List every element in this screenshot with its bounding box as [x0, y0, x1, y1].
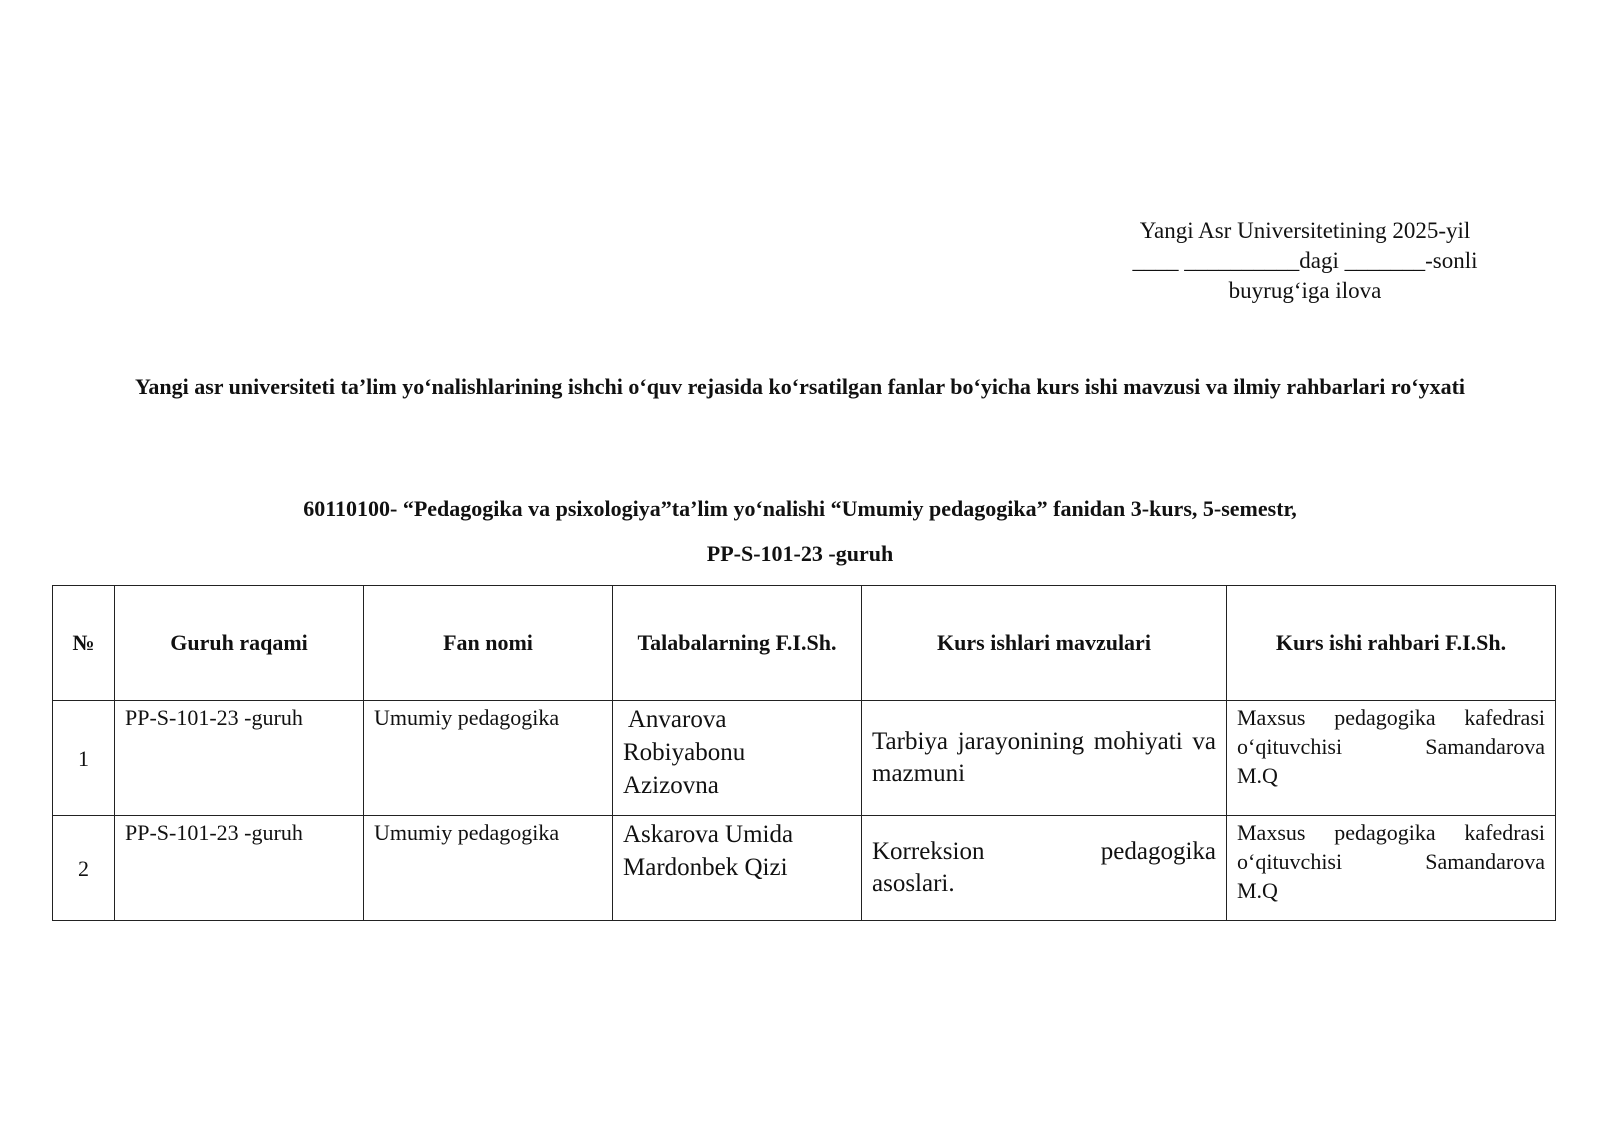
supervisor-word: o‘qituvchisi	[1237, 734, 1343, 759]
student-cell	[613, 701, 862, 816]
row-number: 2	[53, 816, 115, 921]
student-name-line: Azizovna	[623, 772, 719, 799]
row-number: 1	[53, 701, 115, 816]
approval-line-3: buyrug‘iga ilova	[1228, 278, 1382, 303]
header-subject: Fan nomi	[364, 586, 613, 701]
document-subtitle: 60110100- “Pedagogika va psixologiya”ta’lim yo‘nalishi “Umumiy pedagogika” fanidan 3-kurs, 5-semestr,	[303, 496, 1297, 521]
table-row	[53, 701, 1556, 816]
student-name-line: Askarova Umida	[623, 821, 794, 848]
header-num: №	[53, 586, 115, 701]
approval-line-2: ____ __________dagi _______-sonli	[1132, 248, 1478, 273]
supervisor-cell	[1227, 816, 1556, 921]
group-cell: PP-S-101-23 -guruh	[115, 816, 364, 921]
topic-line	[872, 836, 1216, 868]
group-title: PP-S-101-23 -guruh	[706, 541, 894, 566]
course-work-table	[52, 585, 1556, 921]
approval-note	[1110, 216, 1500, 306]
header-topic: Kurs ishlari mavzulari	[862, 586, 1227, 701]
group-cell: PP-S-101-23 -guruh	[115, 701, 364, 816]
supervisor-line: M.Q	[1237, 878, 1278, 903]
topic-line: asoslari.	[872, 870, 955, 897]
student-name-line: Anvarova	[623, 706, 727, 733]
supervisor-word: Samandarova	[1425, 734, 1545, 759]
header-group: Guruh raqami	[115, 586, 364, 701]
document-title: Yangi asr universiteti ta’lim yo‘nalishlarining ishchi o‘quv rejasida ko‘rsatilgan fanlar bo‘yicha kurs ishi mavzusi va ilmiy rahbarlari ro‘yxati	[134, 374, 1466, 399]
supervisor-word: o‘qituvchisi	[1237, 849, 1343, 874]
supervisor-line: Maxsus pedagogika kafedrasi	[1237, 820, 1545, 845]
table-row	[53, 816, 1556, 921]
supervisor-line: M.Q	[1237, 763, 1278, 788]
topic-cell: Tarbiya jarayonining mohiyati va mazmuni	[862, 701, 1227, 816]
supervisor-word: Samandarova	[1425, 849, 1545, 874]
topic-cell	[862, 816, 1227, 921]
header-supervisor: Kurs ishi rahbari F.I.Sh.	[1227, 586, 1556, 701]
header-student: Talabalarning F.I.Sh.	[613, 586, 862, 701]
supervisor-line: Maxsus pedagogika kafedrasi	[1237, 705, 1545, 730]
student-cell	[613, 816, 862, 921]
supervisor-line	[1237, 847, 1545, 876]
student-name-line: Mardonbek Qizi	[623, 854, 788, 881]
supervisor-cell	[1227, 701, 1556, 816]
subject-cell: Umumiy pedagogika	[364, 701, 613, 816]
student-name-line: Robiyabonu	[623, 739, 746, 766]
approval-line-1: Yangi Asr Universitetining 2025-yil	[1139, 218, 1471, 243]
topic-word: pedagogika	[1100, 838, 1216, 865]
supervisor-line	[1237, 732, 1545, 761]
subject-cell: Umumiy pedagogika	[364, 816, 613, 921]
topic-word: Korreksion	[872, 838, 985, 865]
table-header-row	[53, 586, 1556, 701]
